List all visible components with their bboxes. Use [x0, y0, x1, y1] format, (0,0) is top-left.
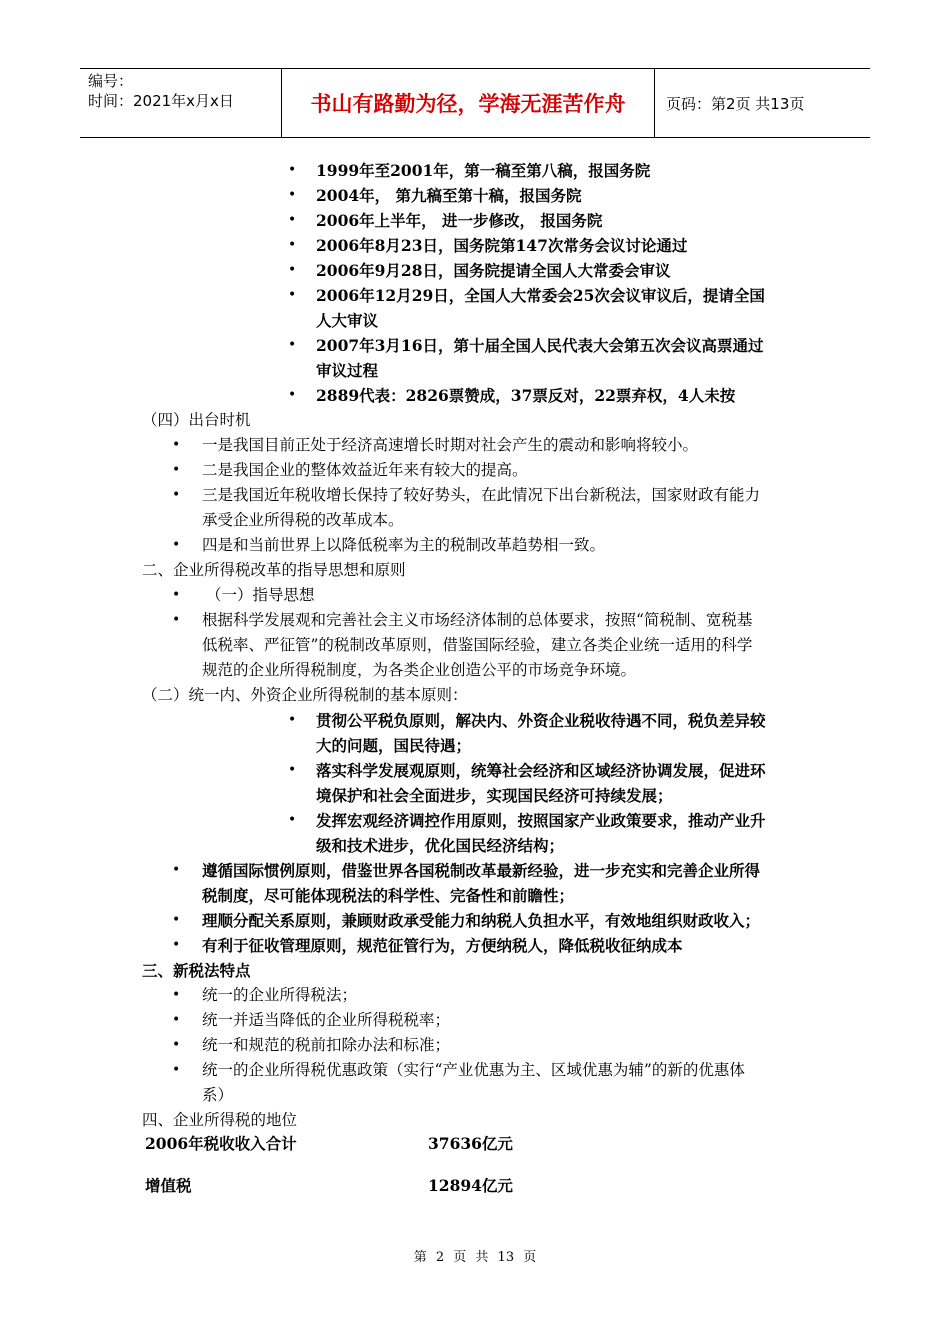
revenue-value: 37636亿元	[428, 1134, 513, 1153]
bullet-icon: •	[288, 262, 297, 278]
bullet-icon: •	[288, 162, 297, 178]
feature-item: 统一和规范的税前扣除办法和标准；	[202, 1036, 451, 1054]
revenue-value: 12894亿元	[428, 1176, 513, 1195]
subsection-heading: （一）指导思想	[206, 586, 315, 604]
revenue-label: 增值税	[145, 1176, 192, 1195]
time-label: 时间：2021年x月x日	[88, 92, 234, 110]
header-page-label: 页码：第2页 共13页	[666, 94, 805, 113]
timing-item: 二是我国企业的整体效益近年来有较大的提高。	[202, 461, 528, 479]
page-footer: 第 2 页 共 13 页	[413, 1250, 537, 1265]
section-heading: （四）出台时机	[142, 411, 251, 429]
principle-item: 税制度，尽可能体现税法的科学性、完备性和前瞻性；	[202, 886, 575, 905]
bullet-icon: •	[288, 712, 297, 728]
bullet-icon: •	[288, 237, 297, 253]
timing-item: 一是我国目前正处于经济高速增长时期对社会产生的震动和影响将较小。	[202, 436, 699, 454]
principle-item: 遵循国际惯例原则，借鉴世界各国税制改革最新经验，进一步充实和完善企业所得	[202, 861, 761, 880]
principle-item: 理顺分配关系原则，兼顾财政承受能力和纳税人负担水平，有效地组织财政收入；	[202, 911, 761, 930]
guide-text: 规范的企业所得税制度，为各类企业创造公平的市场竞争环境。	[202, 661, 637, 679]
bullet-icon: •	[172, 437, 181, 453]
revenue-label: 2006年税收收入合计	[145, 1134, 297, 1153]
header-meta	[80, 69, 282, 137]
bullet-icon: •	[288, 337, 297, 353]
history-item: 2889代表：2826票赞成，37票反对，22票弃权，4人未按	[316, 386, 736, 405]
number-label: 编号：	[88, 72, 134, 90]
bullet-icon: •	[172, 1012, 181, 1028]
principle-item: 发挥宏观经济调控作用原则，按照国家产业政策要求，推动产业升	[316, 811, 766, 830]
timing-item: 三是我国近年税收增长保持了较好势头，在此情况下出台新税法，国家财政有能力	[202, 486, 761, 504]
bullet-icon: •	[172, 937, 181, 953]
bullet-icon: •	[172, 587, 181, 603]
principle-item: 有利于征收管理原则，规范征管行为，方便纳税人，降低税收征纳成本	[202, 936, 683, 955]
history-item: 人大审议	[316, 311, 379, 330]
bullet-icon: •	[288, 812, 297, 828]
history-item: 2007年3月16日，第十届全国人民代表大会第五次会议高票通过	[316, 336, 764, 355]
bullet-icon: •	[288, 387, 297, 403]
feature-item: 统一并适当降低的企业所得税税率；	[202, 1011, 451, 1029]
timing-item: 四是和当前世界上以降低税率为主的税制改革趋势相一致。	[202, 536, 606, 554]
history-item: 2004年， 第九稿至第十稿，报国务院	[316, 186, 582, 205]
history-item: 2006年8月23日，国务院第147次常务会议讨论通过	[316, 236, 688, 255]
history-item: 2006年上半年， 进一步修改， 报国务院	[316, 211, 603, 230]
feature-item: 统一的企业所得税优惠政策（实行“产业优惠为主、区域优惠为辅”的新的优惠体	[202, 1061, 745, 1079]
history-item: 1999年至2001年，第一稿至第八稿，报国务院	[316, 161, 651, 180]
guide-text: 根据科学发展观和完善社会主义市场经济体制的总体要求，按照“简税制、宽税基	[202, 611, 753, 629]
bullet-icon: •	[288, 212, 297, 228]
bullet-icon: •	[172, 487, 181, 503]
bullet-icon: •	[288, 187, 297, 203]
feature-item: 统一的企业所得税法；	[202, 986, 358, 1004]
section-heading: 三、新税法特点	[142, 961, 251, 980]
header-motto: 书山有路勤为径，学海无涯苦作舟	[282, 69, 655, 137]
bullet-icon: •	[172, 862, 181, 878]
bullet-icon: •	[172, 612, 181, 628]
guide-text: 低税率、严征管”的税制改革原则，借鉴国际经验，建立各类企业统一适用的科学	[202, 636, 753, 654]
timing-item: 承受企业所得税的改革成本。	[202, 511, 404, 529]
principle-item: 贯彻公平税负原则，解决内、外资企业税收待遇不同，税负差异较	[316, 711, 766, 730]
bullet-icon: •	[288, 762, 297, 778]
bullet-icon: •	[172, 987, 181, 1003]
section-heading: 二、企业所得税改革的指导思想和原则	[142, 561, 406, 579]
principle-item: 境保护和社会全面进步，实现国民经济可持续发展；	[316, 786, 673, 805]
bullet-icon: •	[172, 912, 181, 928]
principle-item: 大的问题，国民待遇；	[316, 736, 472, 755]
bullet-icon: •	[172, 537, 181, 553]
history-item: 2006年9月28日，国务院提请全国人大常委会审议	[316, 261, 671, 280]
section-heading: 四、企业所得税的地位	[142, 1111, 298, 1129]
principle-item: 落实科学发展观原则，统筹社会经济和区域经济协调发展，促进环	[316, 761, 766, 780]
history-item: 审议过程	[316, 361, 379, 380]
document-header	[80, 68, 870, 138]
feature-item: 系）	[202, 1086, 234, 1104]
bullet-icon: •	[172, 1037, 181, 1053]
bullet-icon: •	[288, 287, 297, 303]
history-item: 2006年12月29日，全国人大常委会25次会议审议后，提请全国	[316, 286, 765, 305]
bullet-icon: •	[172, 1062, 181, 1078]
bullet-icon: •	[172, 462, 181, 478]
principle-item: 级和技术进步，优化国民经济结构；	[316, 836, 565, 855]
subsection-heading: （二）统一内、外资企业所得税制的基本原则：	[142, 686, 468, 704]
